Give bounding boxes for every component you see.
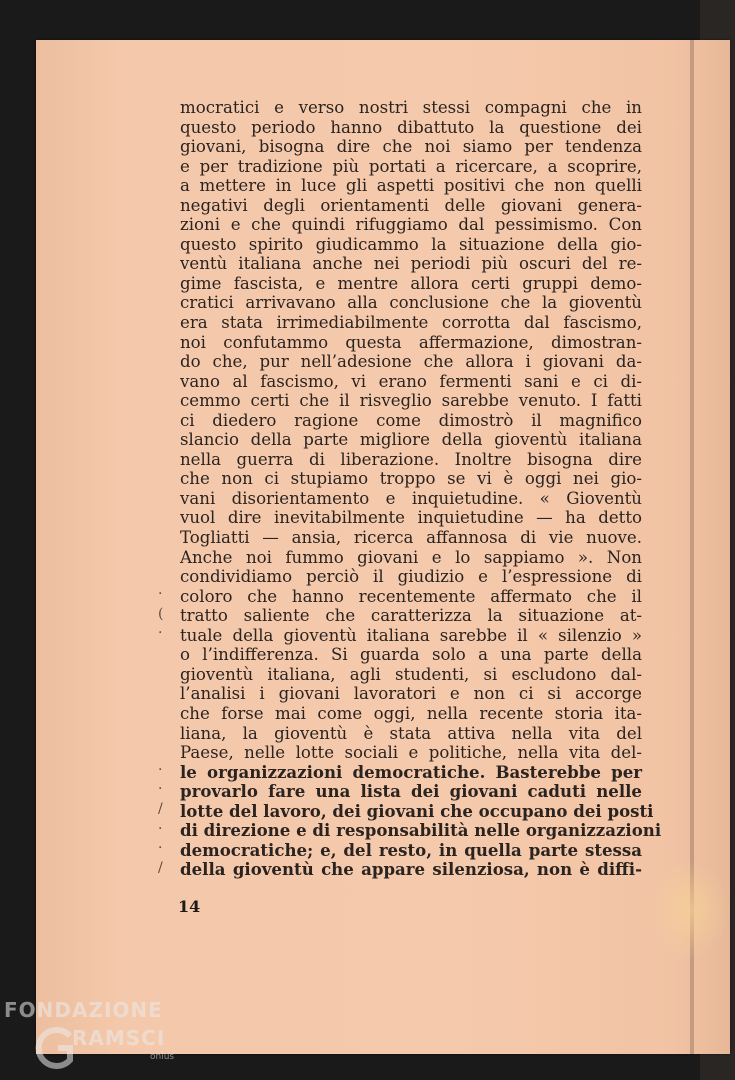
text-line: do che, pur nell’adesione che allora i giovani da- <box>180 352 642 372</box>
text-line: Anche noi fummo giovani e lo sappiamo ». Non <box>180 547 642 567</box>
text-line: che non ci stupiamo troppo se vi è oggi nei gio- <box>180 469 642 489</box>
text-line: vani disorientamento e inquietudine. « Gioventù <box>180 488 642 508</box>
text-line: tratto saliente che caratterizza la situazione at- <box>180 606 642 626</box>
text-line: vuol dire inevitabilmente inquietudine — ha detto <box>180 508 642 528</box>
text-line: provarlo fare una lista dei giovani caduti nelle <box>180 781 642 802</box>
fondazione-gramsci-watermark <box>2 998 192 1078</box>
body-text <box>180 98 662 880</box>
watermark-line2: RAMSCI <box>72 1026 166 1050</box>
text-line: slancio della parte migliore della gioventù italiana <box>180 430 642 450</box>
text-line: che forse mai come oggi, nella recente storia ita- <box>180 703 642 723</box>
text-line: questo periodo hanno dibattuto la questione dei <box>180 117 642 137</box>
text-line: e per tradizione più portati a ricercare, a scoprire, <box>180 156 642 176</box>
text-line: cratici arrivavano alla conclusione che la gioventù <box>180 293 642 313</box>
margin-pencil-marks: · ( · · · / · · / <box>158 586 164 876</box>
text-line: le organizzazioni democratiche. Basterebbe per <box>180 761 642 782</box>
text-line: nella guerra di liberazione. Inoltre bisogna dire <box>180 449 642 469</box>
text-line: o l’indifferenza. Si guarda solo a una parte della <box>180 645 642 665</box>
text-line: tuale della gioventù italiana sarebbe il « silenzio » <box>180 625 642 645</box>
text-line: Togliatti — ansia, ricerca affannosa di vie nuove. <box>180 528 642 548</box>
watermark-onlus: onlus <box>150 1052 175 1062</box>
paper-stain <box>650 860 730 960</box>
text-line: era stata irrimediabilmente corrotta dal fascismo, <box>180 313 642 333</box>
text-line: di direzione e di responsabilità nelle organizzazioni <box>180 820 662 841</box>
text-line: vano al fascismo, vi erano fermenti sani e ci di- <box>180 371 642 391</box>
text-line: gioventù italiana, agli studenti, si escludono dal- <box>180 664 642 684</box>
text-line: negativi degli orientamenti delle giovani genera- <box>180 195 642 215</box>
text-line: mocratici e verso nostri stessi compagni che in <box>180 98 642 117</box>
text-line: liana, la gioventù è stata attiva nella vita del <box>180 723 642 743</box>
text-line: Paese, nelle lotte sociali e politiche, nella vita del- <box>180 743 642 763</box>
text-line: lotte del lavoro, dei giovani che occupano dei posti <box>180 800 654 821</box>
text-line: cemmo certi che il risveglio sarebbe venuto. I fatti <box>180 391 642 411</box>
text-line: l’analisi i giovani lavoratori e non ci si accorge <box>180 684 642 704</box>
text-line: ventù italiana anche nei periodi più oscuri del re- <box>180 254 642 274</box>
text-line: zioni e che quindi rifuggiamo dal pessimismo. Con <box>180 215 642 235</box>
page-number: 14 <box>178 897 201 916</box>
text-line: ci diedero ragione come dimostrò il magnifico <box>180 410 642 430</box>
text-line: democratiche; e, del resto, in quella parte stessa <box>180 839 642 860</box>
text-line: a mettere in luce gli aspetti positivi che non quelli <box>180 176 642 196</box>
text-line: della gioventù che appare silenziosa, non è diffi- <box>180 859 642 880</box>
text-line: noi confutammo questa affermazione, dimostran- <box>180 332 642 352</box>
watermark-line1: FONDAZIONE <box>4 998 163 1022</box>
text-line: condividiamo perciò il giudizio e l’espressione di <box>180 567 642 587</box>
text-line: questo spirito giudicammo la situazione della gio- <box>180 234 642 254</box>
text-line: coloro che hanno recentemente affermato che il <box>180 586 642 606</box>
text-line: giovani, bisogna dire che noi siamo per tendenza <box>180 137 642 157</box>
text-line: gime fascista, e mentre allora certi gruppi demo- <box>180 273 642 293</box>
